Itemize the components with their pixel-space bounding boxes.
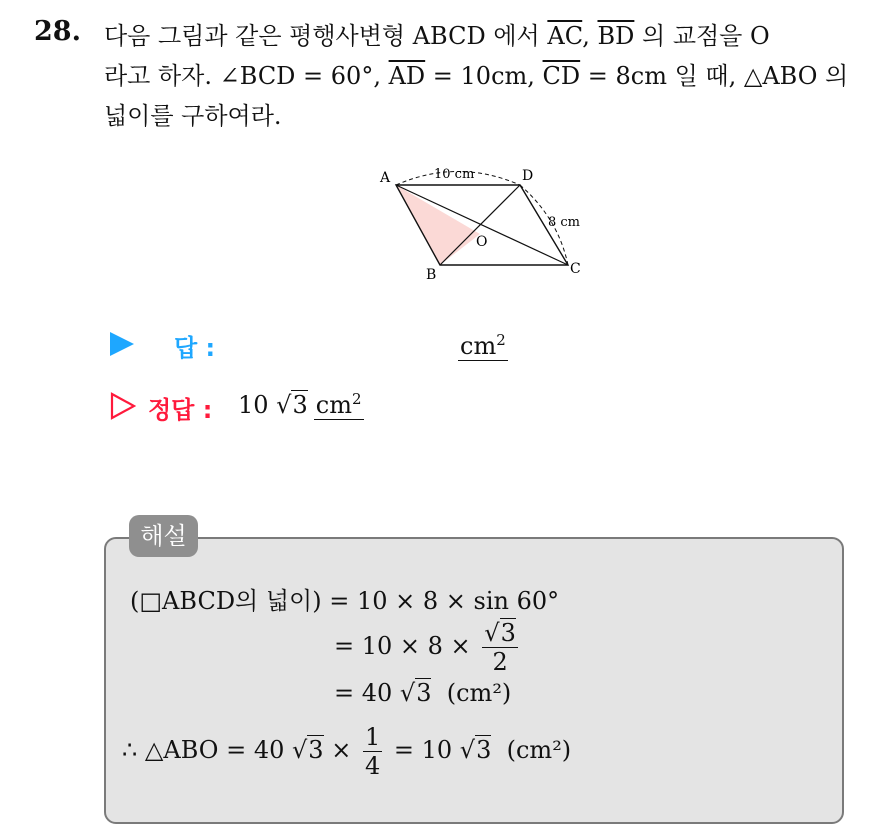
answer-arrow-icon [110, 332, 134, 356]
explanation-line-3: = 40 √3 (cm²) [334, 679, 512, 707]
explanation-line-4: ∴ △ABO = 40 √3 × $\frac{1}{4}$ = 10 √3 (cm²) [122, 723, 572, 780]
label-ad-length: 10 cm [434, 167, 475, 182]
correct-answer-label: 정답 : [148, 396, 213, 424]
explanation-line-1: (□ABCD의 넓이) = 10 × 8 × sin 60° [130, 587, 560, 615]
answer-input[interactable]: $cm^2$ [458, 326, 508, 361]
label-d: D [522, 168, 534, 184]
label-cd-length: 8 cm [548, 215, 581, 230]
parallelogram-figure [372, 160, 612, 290]
question-line-1: 다음 그림과 같은 평행사변형 ABCD 에서 $\overline{AC}$, $\overline{BD}$ 의 교점을 O [104, 22, 770, 50]
question-line-3: 넓이를 구하여라. [104, 102, 282, 130]
correct-answer-value: 10 √3 $cm^2$ [238, 390, 362, 419]
explanation-tab: 해설 [129, 515, 198, 557]
label-a: A [380, 170, 391, 186]
label-o: O [476, 234, 488, 250]
question-line-2: 라고 하자. ∠BCD = 60°, $\overline{AD} = 10cm$, $\overline{CD} = 8cm$ 일 때, △ABO 의 [104, 62, 849, 90]
explanation-line-2: = 10 × 8 × $\frac{√3}{2}$ [334, 619, 516, 676]
answer-label: 답 : [174, 334, 216, 362]
correct-arrow-icon [110, 392, 136, 420]
explanation-box [104, 537, 844, 824]
label-b: B [426, 267, 437, 283]
question-number: 28. [34, 16, 81, 47]
shaded-triangle-abo [396, 185, 480, 265]
label-c: C [570, 261, 581, 277]
